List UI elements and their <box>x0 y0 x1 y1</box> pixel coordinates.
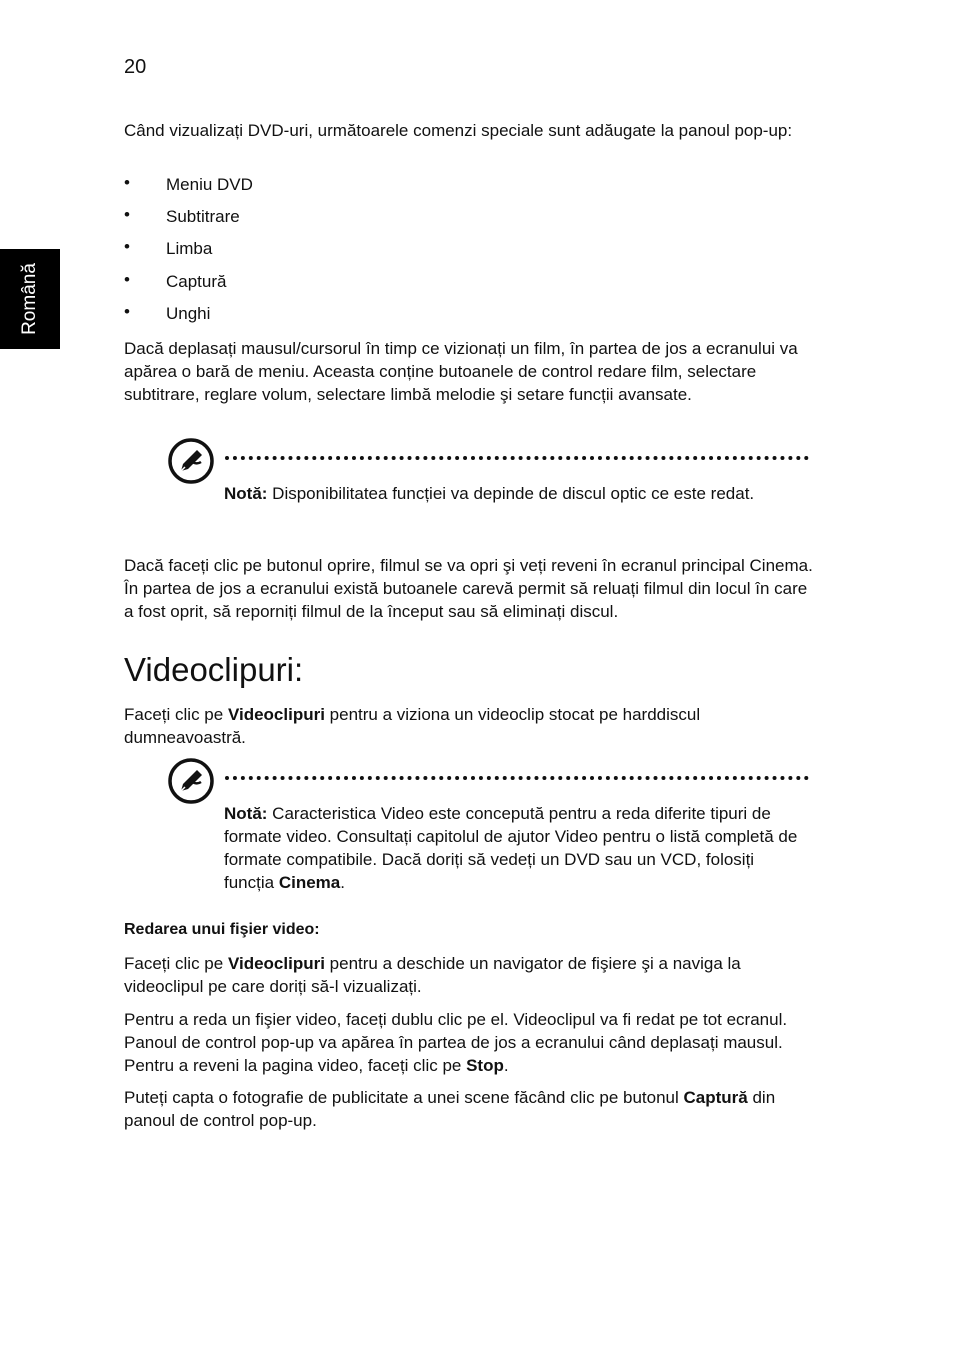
note-2 <box>224 802 804 894</box>
play-paragraph <box>124 1008 814 1077</box>
page-number: 20 <box>124 56 147 78</box>
section-heading: Videoclipuri: <box>124 651 304 688</box>
text-run: Faceți clic pe <box>124 954 228 973</box>
bold-run: Stop <box>466 1056 504 1075</box>
note-body: Caracteristica Video este concepută pentru a reda diferite tipuri de formate video. Consultați capitolul de ajutor Video pentru o listă completă de formate compatibile. Dacă doriți să vedeți un DVD sau un VCD, folosiți funcția <box>224 804 798 892</box>
capture-paragraph <box>124 1086 814 1132</box>
note-label: Notă: <box>224 484 268 503</box>
list-item-text: Meniu DVD <box>166 175 253 194</box>
bullet-dot: • <box>124 237 130 256</box>
bold-run: Videoclipuri <box>227 954 325 973</box>
bullet-dot: • <box>124 270 130 289</box>
pencil-note-icon <box>168 758 214 804</box>
subheading: Redarea unui fişier video: <box>124 921 320 938</box>
bullet-dot: • <box>124 173 130 192</box>
menu-paragraph: Dacă deplasați mausul/cursorul în timp ce vizionați un film, în partea de jos a ecranului va apărea o bară de meniu. Aceasta conține butoanele de control redare film, selectare subtitrare, reglare volum, selectare limbă melodie şi setare funcții avansate. <box>124 339 798 404</box>
bold-run: Captură <box>683 1088 748 1107</box>
bullet-dot: • <box>124 302 130 321</box>
list-item-text: Subtitrare <box>166 207 240 226</box>
text-run: Pentru a reda un fişier video, faceți dublu clic pe el. Videoclipul va fi redat pe tot ecranul. Panoul de control pop-up va apărea în partea de jos a ecranului când deplasați mausul. Pentru a reveni la pagina video, faceți clic pe <box>124 1010 788 1075</box>
text-run: pentru a deschide un navigator de fişiere şi a naviga la videoclipul pe care doriți să-l vizualizați. <box>124 954 741 996</box>
list-item-text: Limba <box>166 239 213 258</box>
stop-paragraph: Dacă faceți clic pe butonul oprire, filmul se va opri şi veți reveni în ecranul principal Cinema. În partea de jos a ecranului există butoanele carevă permit să reluați filmul din locul în care a fost oprit, să reporniți filmul de la început sau să eliminați discul. <box>124 556 813 621</box>
language-tab <box>0 249 60 349</box>
text-run: din panoul de control pop-up. <box>124 1088 776 1130</box>
pencil-note-icon <box>168 438 214 484</box>
browse-paragraph <box>124 952 814 998</box>
list-item-text: Unghi <box>166 304 211 323</box>
text-run: pentru a viziona un videoclip stocat pe harddiscul dumneavoastră. <box>124 705 701 747</box>
bullet-dot: • <box>124 205 130 224</box>
bold-run: Cinema <box>278 873 341 892</box>
text-run: Puteți capta o fotografie de publicitate a unei scene făcând clic pe butonul <box>124 1088 684 1107</box>
note-divider <box>225 456 809 460</box>
intro-paragraph: Când vizualizați DVD-uri, următoarele comenzi speciale sunt adăugate la panoul pop-up: <box>124 121 793 140</box>
list-item-text: Captură <box>166 272 227 291</box>
note-body: Disponibilitatea funcției va depinde de discul optic ce este redat. <box>267 484 755 503</box>
note-1 <box>224 482 804 505</box>
note-label: Notă: <box>224 804 268 823</box>
bold-run: Videoclipuri <box>227 705 325 724</box>
video-paragraph <box>124 703 814 749</box>
text-run: . <box>503 1056 509 1075</box>
language-tab-label: Română <box>19 263 40 335</box>
text-run: Faceți clic pe <box>124 705 228 724</box>
note-divider <box>225 776 809 780</box>
text-run: . <box>340 873 345 892</box>
